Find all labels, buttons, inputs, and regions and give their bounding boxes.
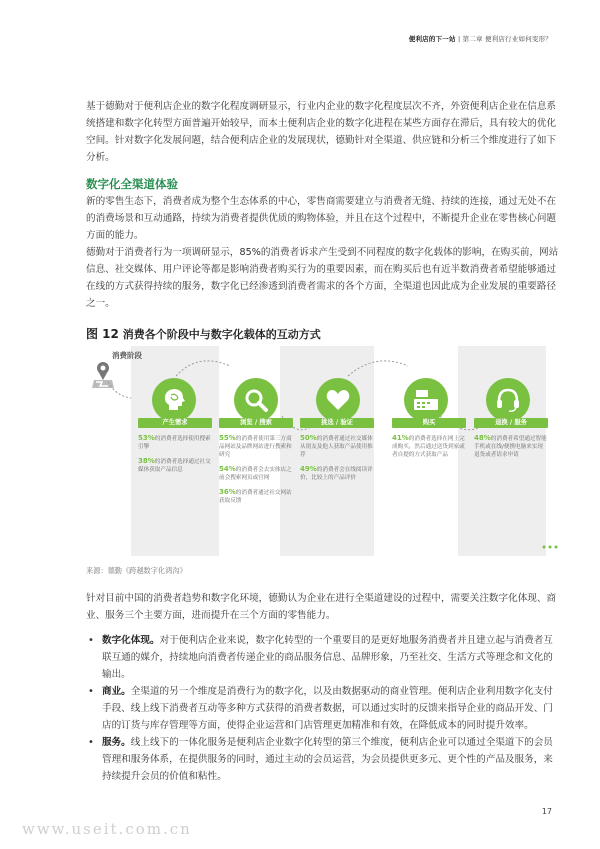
heart-icon [316,378,360,422]
stat-item [392,434,466,459]
stat-text: 的消费者选择在网上完成购买，然后通过送货到家或者自提的方式获取产品 [392,436,465,458]
stage-column [474,418,548,459]
stage-label: 购买 [392,418,466,428]
bullet-term: 服务。 [102,737,131,748]
bullet-icon: • [88,737,94,748]
section-title: 数字化全渠道体验 [86,177,178,191]
stat-item [300,434,374,459]
bullet-term: 数字化体现。 [102,635,160,646]
stat-text: 的消费者选择通过社交媒体获取产品信息 [138,459,211,473]
bullet-icon: • [88,686,94,697]
stage-column [219,418,293,505]
stat-percent: 50% [300,434,317,442]
page-number: 17 [541,807,552,816]
stat-text: 的消费者希望通过智能手机或在线/便携电脑来实现退货或者请求申请 [474,436,547,458]
stat-percent: 48% [474,434,491,442]
running-header [409,34,552,43]
cash-register-icon [404,378,448,422]
stat-text: 的消费者选择使用搜索引擎 [138,436,211,450]
stat-text: 的消费者使用第三方商品网站及品牌网站进行搜索和研究 [219,436,292,458]
stat-item [219,465,293,482]
stat-text: 的消费者通过社交媒体从朋友及他人获取产品使用推荐 [300,436,373,458]
book-title: 便利店的下一站 [408,35,456,43]
figure-caption: 消费各个阶段中与数字化载体的互动方式 [122,328,321,341]
bullet-text: 全渠道的另一个维度是消费行为的数字化，以及由数据驱动的商业管理。便利店企业利用数字化支付手段、线上线下消费者互动等多种方式获得的消费者数据，可以通过实时的反馈来指导企业的商品开发、门店的订货与库存管理等方面，使得企业运营和门店管理更加精准和有效，在降低成本的同时提升效率。 [102,686,553,731]
stat-percent: 55% [219,434,236,442]
bullet-icon: • [88,635,94,646]
watermark: www.useit.com.cn [22,820,192,838]
stage-label: 退换 / 服务 [474,418,548,428]
stage-axis-label: 消费阶段 [112,351,142,360]
list-item [86,632,562,683]
dots-decoration [541,542,561,552]
stat-percent: 49% [300,465,317,473]
stat-item [219,434,293,459]
figure-source: 来源：德勤《跨越数字化鸿沟》 [86,566,187,575]
figure-title [86,325,321,342]
stage-column [138,418,212,474]
stat-percent: 36% [219,488,236,496]
magnifier-icon [234,378,278,422]
stat-item [138,457,212,474]
stage-label: 产生需求 [138,418,212,428]
stage-figure [86,346,562,556]
brain-head-icon [152,378,196,422]
stage-label: 挑选 / 验证 [300,418,374,428]
bullet-list [86,632,562,785]
stat-text: 的消费者会在线阅读评价，比较上的产品评价 [300,467,373,481]
headset-icon [486,378,530,422]
stat-item [219,488,293,505]
chapter-title: 第二章 便利店行业如何变形？ [462,35,552,43]
stage-label: 浏览 / 搜索 [219,418,293,428]
stat-percent: 53% [138,434,155,442]
header-separator: | [455,35,463,43]
stat-percent: 54% [219,465,236,473]
stat-text: 的消费者通过社交网站获取反馈 [219,490,292,504]
section-paragraph-2: 德勤对于消费者行为一项调研显示，85%的消费者诉求产生受到不同程度的数字化载体的影响，在购买前，网站信息、社交媒体、用户评论等都是影响消费者购买行为的重要因素，而在购买后也有近半数消费者希望能够通过在线的方式获得持续的服务，数字化已经渗透到消费者需求的各个方面，全渠道也因此成为企业发展的重要路径之一。 [86,247,559,309]
stat-item [300,465,374,482]
stage-column [300,418,374,482]
stat-percent: 38% [138,457,155,465]
bullet-text: 线上线下的一体化服务是便利店企业数字化转型的第三个维度，便利店企业可以通过全渠道下的会员管理和服务体系，在提供服务的同时，通过主动的会员运营，为会员提供更多元、更个性的产品及服务，来持续提升会员的价值和粘性。 [102,737,553,782]
list-item [86,683,562,734]
list-item [86,734,562,785]
stat-text: 的消费者会去实体店之前会搜索网页或官网 [219,467,292,481]
after-figure-paragraph: 针对目前中国的消费者趋势和数字化环境，德勤认为企业在进行全渠道建设的过程中，需要关注数字化体现、商业、服务三个主要方面，进而提升在三个方面的零售能力。 [86,593,557,621]
stat-item [138,434,212,451]
stat-item [474,434,548,459]
figure-number: 图 12 [86,327,119,341]
stat-percent: 41% [392,434,409,442]
stage-column [392,418,466,459]
bullet-text: 对于便利店企业来说，数字化转型的一个重要目的是更好地服务消费者并且建立起与消费者互联互通的媒介，持续地向消费者传递企业的商品服务信息、品牌形象，乃至社交、生活方式等理念和文化的输出。 [102,635,553,680]
section-paragraph-1: 新的零售生态下，消费者成为整个生态体系的中心，零售商需要建立与消费者无缝、持续的连接，通过无处不在的消费场景和互动通路，持续为消费者提供优质的购物体验，并且在这个过程中，不断提升企业在零售核心问题方面的能力。 [86,196,557,241]
bullet-term: 商业。 [102,686,131,697]
intro-paragraph: 基于德勤对于便利店企业的数字化程度调研显示，行业内企业的数字化程度层次不齐，外资便利店企业在信息系统搭建和数字化转型方面普遍开始较早，而本土便利店企业的数字化进程在某些方面存在滞后，具有较大的优化空间。针对数字化发展问题，结合便利店企业的发展现状，德勤针对全渠道、供应链和分析三个维度进行了如下分析。 [86,101,557,163]
